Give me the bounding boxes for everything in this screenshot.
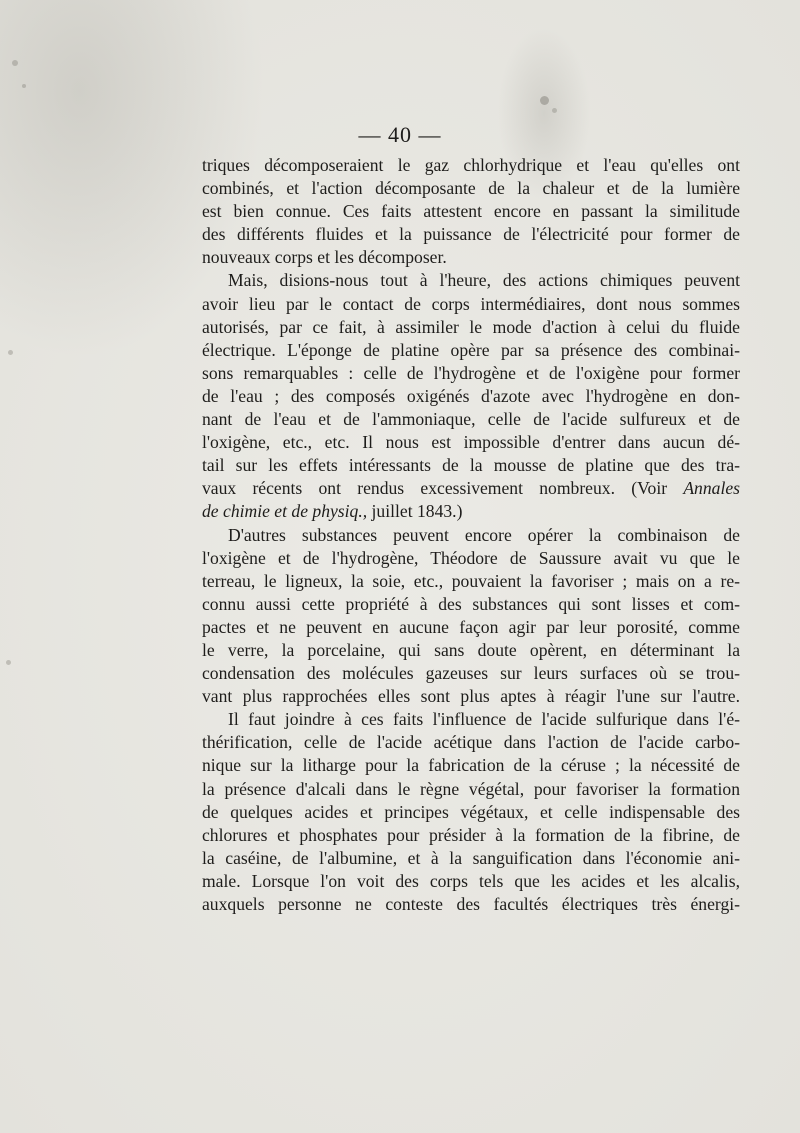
text-line: électrique. L'éponge de platine opère par sa présence des combinai-	[202, 339, 740, 360]
journal-reference: de chimie et de physiq.,	[202, 501, 368, 522]
page-number: — 40 —	[358, 122, 442, 147]
text-line: nant de l'eau et de l'ammoniaque, celle de l'acide sulfureux et de	[202, 409, 740, 430]
paper-speck	[12, 60, 18, 66]
text-line: sons remarquables : celle de l'hydrogène et de l'oxigène pour former	[202, 362, 740, 383]
text-line: condensation des molécules gazeuses sur leurs surfaces où se trou-	[202, 663, 740, 684]
text-line: vaux récents ont rendus excessivement nombreux. (Voir Annales	[202, 478, 740, 499]
text-line: nouveaux corps et les décomposer.	[202, 247, 447, 268]
text-line: male. Lorsque l'on voit des corps tels que les acides et les alcalis,	[202, 870, 740, 891]
text-line: avoir lieu par le contact de corps intermédiaires, dont nous sommes	[202, 293, 740, 314]
text-line: l'oxigène, etc., etc. Il nous est impossible d'entrer dans aucun dé-	[202, 432, 740, 453]
text-line: de chimie et de physiq., juillet 1843.)	[202, 501, 463, 522]
text-line: de quelques acides et principes végétaux, et celle indispensable des	[202, 801, 740, 822]
paper-speck	[8, 350, 13, 355]
text-line: la présence d'alcali dans le règne végétal, pour favoriser la formation	[202, 778, 740, 799]
text-line: D'autres substances peuvent encore opérer la combinaison de	[228, 524, 740, 545]
text-line: terreau, le ligneux, la soie, etc., pouvaient la favoriser ; mais on a re-	[202, 570, 740, 591]
paragraph	[202, 708, 740, 916]
text-line: Mais, disions-nous tout à l'heure, des actions chimiques peuvent	[228, 270, 740, 291]
text-line: thérification, celle de l'acide acétique dans l'action de l'acide carbo-	[202, 732, 740, 753]
text-line: combinés, et l'action décomposante de la chaleur et de la lumière	[202, 178, 740, 199]
text-line: est bien connue. Ces faits attestent encore en passant la similitude	[202, 201, 740, 222]
text-line: l'oxigène et de l'hydrogène, Théodore de Saussure avait vu que le	[202, 547, 740, 568]
text-line: autorisés, par ce fait, à assimiler le mode d'action à celui du fluide	[202, 316, 740, 337]
text-line: Il faut joindre à ces faits l'influence de l'acide sulfurique dans l'é-	[228, 709, 740, 730]
paper-speck	[552, 108, 557, 113]
paragraph	[202, 269, 740, 523]
paragraph	[202, 524, 740, 709]
text-line: vant plus rapprochées elles sont plus aptes à réagir l'une sur l'autre.	[202, 686, 740, 707]
text-line: tail sur les effets intéressants de la mousse de platine que des tra-	[202, 455, 740, 476]
paper-speck	[22, 84, 26, 88]
paper-speck	[6, 660, 11, 665]
paper-speck	[540, 96, 549, 105]
journal-reference: Annales	[683, 478, 740, 499]
text-line: chlorures et phosphates pour présider à la formation de la fibrine, de	[202, 824, 740, 845]
text-line: pactes et ne peuvent en aucune façon agir par leur porosité, comme	[202, 616, 740, 637]
text-line: connu aussi cette propriété à des substances qui sont lisses et com-	[202, 593, 740, 614]
body-text	[202, 154, 740, 916]
text-line: nique sur la litharge pour la fabrication de la céruse ; la nécessité de	[202, 755, 740, 776]
text-line: le verre, la porcelaine, qui sans doute opèrent, en déterminant la	[202, 639, 740, 660]
text-line: la caséine, de l'albumine, et à la sanguification dans l'économie ani-	[202, 847, 740, 868]
text-line: des différents fluides et la puissance de l'électricité pour former de	[202, 224, 740, 245]
text-line: auxquels personne ne conteste des facultés électriques très énergi-	[202, 894, 740, 914]
text-line: triques décomposeraient le gaz chlorhydrique et l'eau qu'elles ont	[202, 155, 740, 175]
paragraph	[202, 154, 740, 269]
text-line: de l'eau ; des composés oxigénés d'azote avec l'hydrogène en don-	[202, 385, 740, 406]
